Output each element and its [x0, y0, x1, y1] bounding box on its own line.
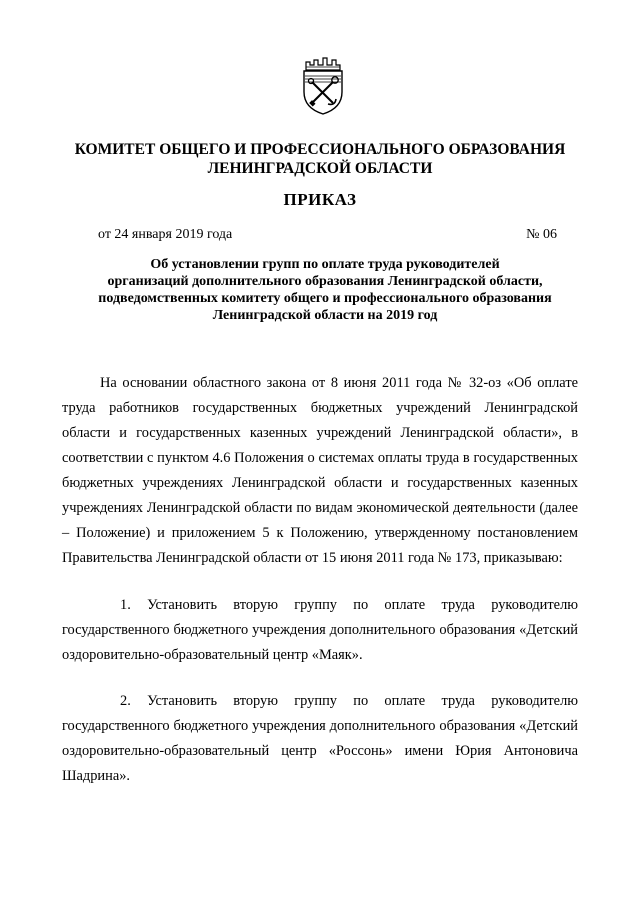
title-line-2: организаций дополнительного образования Ленинградской области,: [107, 274, 543, 289]
intro-paragraph: На основании областного закона от 8 июня 2011 года № 32-оз «Об оплате труда работников государственных бюджетных учреждений Ленинградской области и государственных казенных учреждений Ленинградской области», в соответствии с пунктом 4.6 Положения о системах оплаты труда в государственных бюджетных учреждениях Ленинградской области и государственных казенных учреждениях Ленинградской области по видам экономической деятельности (далее – Положение) и приложением 5 к Положению, утвержденному постановлением Правительства Ленинградской области от 15 июня 2011 года № 173, приказываю:: [62, 375, 578, 566]
organization-name: [40, 140, 600, 178]
org-line-1: КОМИТЕТ ОБЩЕГО И ПРОФЕССИОНАЛЬНОГО ОБРАЗОВАНИЯ: [74, 141, 566, 158]
coat-of-arms-icon: [300, 56, 346, 116]
document-type: ПРИКАЗ: [283, 190, 357, 209]
title-line-1: Об установлении групп по оплате труда руководителей: [150, 257, 500, 272]
item-2-paragraph: 2. Установить вторую группу по оплате труда руководителю государственного бюджетного учреждения дополнительного образования «Детский оздоровительно-образовательный центр «Россонь» имени Юрия Антоновича Шадрина».: [62, 693, 578, 784]
org-line-2: ЛЕНИНГРАДСКОЙ ОБЛАСТИ: [207, 160, 433, 177]
document-date: от 24 января 2019 года: [98, 227, 233, 242]
document-title: [70, 256, 580, 324]
document-number: № 06: [526, 227, 557, 242]
item-1-paragraph: 1. Установить вторую группу по оплате труда руководителю государственного бюджетного учреждения дополнительного образования «Детский оздоровительно-образовательный центр «Маяк».: [62, 597, 578, 663]
title-line-3: подведомственных комитету общего и профессионального образования: [98, 291, 552, 306]
title-line-4: Ленинградской области на 2019 год: [212, 308, 438, 323]
